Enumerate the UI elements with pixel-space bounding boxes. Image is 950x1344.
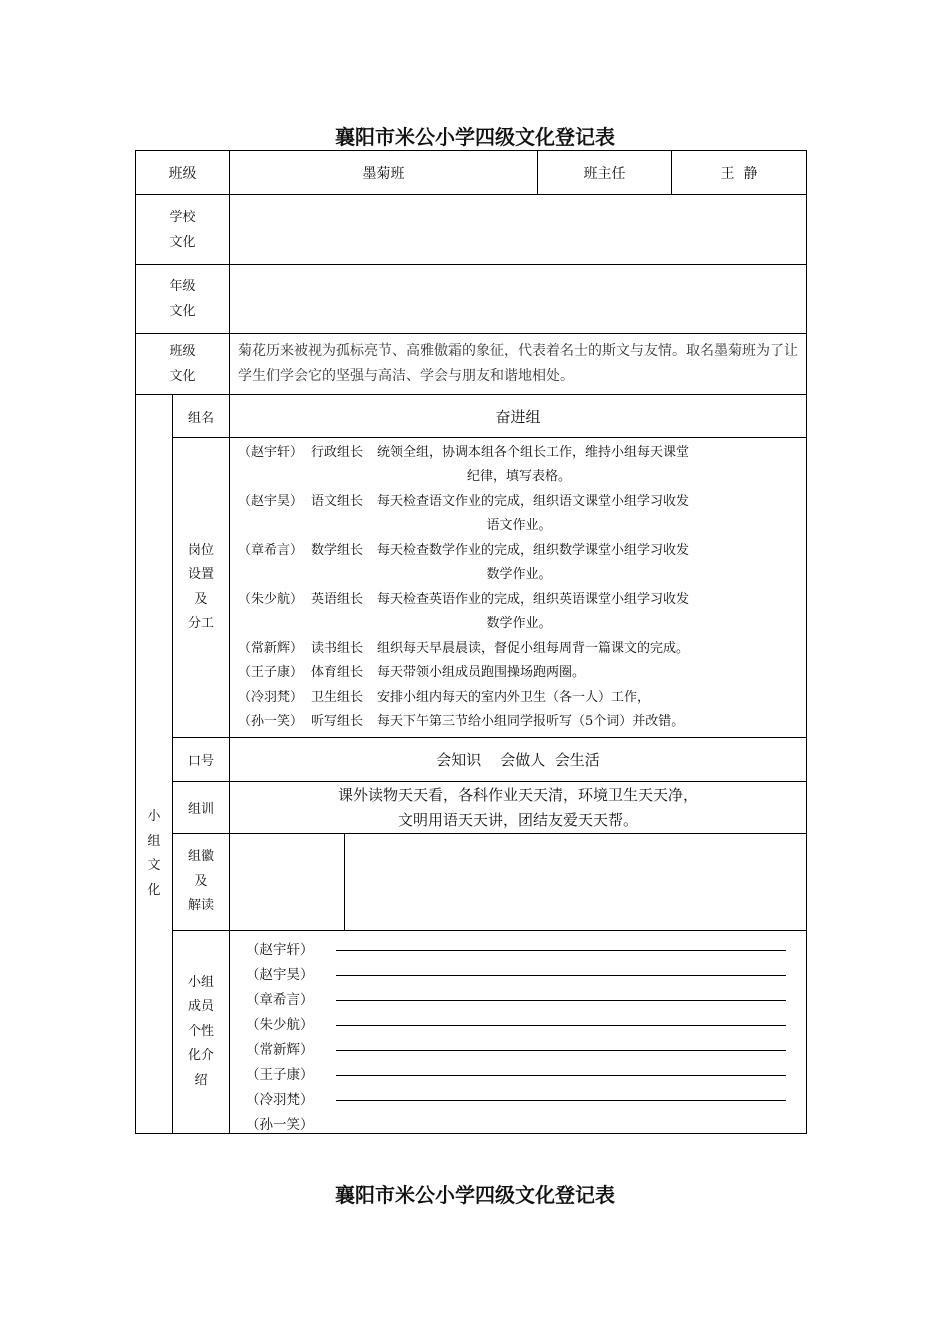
registration-table bbox=[135, 150, 807, 1134]
emblem-drawing-box bbox=[230, 834, 345, 930]
grade-culture-label: 年级 文化 bbox=[136, 265, 230, 334]
members-label: 小组 成员 个性 化介 绍 bbox=[173, 931, 230, 1134]
class-culture-content: 菊花历来被视为孤标亮节、高雅傲霜的象征，代表着名士的斯文与友情。取名墨菊班为了让学生们学会它的坚强与高洁、学会与朋友和谐地相处。 bbox=[230, 334, 807, 395]
class-culture-label: 班级 文化 bbox=[136, 334, 230, 395]
slogan: 会知识 会做人 会生活 bbox=[230, 738, 807, 782]
fill-line bbox=[336, 1088, 786, 1101]
role-entry: （孙一笑） 听写组长 每天下午第三节给小组同学报听写（5个词）并改错。 bbox=[238, 714, 685, 729]
fill-line bbox=[336, 938, 786, 951]
role-entry: （冷羽梵） 卫生组长 安排小组内每天的室内外卫生（各一人）工作， bbox=[238, 689, 651, 705]
member-row: （朱少航） bbox=[246, 1008, 806, 1033]
class-name: 墨菊班 bbox=[230, 151, 538, 195]
motto: 课外读物天天看，各科作业天天清，环境卫生天天净， 文明用语天天讲，团结友爱天天帮。 bbox=[230, 782, 807, 834]
group-name: 奋进组 bbox=[230, 395, 807, 438]
class-label: 班级 bbox=[136, 151, 230, 195]
role-entry: （章希言） 数学组长 每天检查数学作业的完成，组织数学课堂小组学习收发 数学作业。 bbox=[238, 542, 690, 582]
fill-line bbox=[336, 1013, 786, 1026]
emblem-interpretation-box bbox=[345, 834, 806, 930]
motto-label: 组训 bbox=[173, 782, 230, 834]
roles-label: 岗位 设置 及 分工 bbox=[173, 438, 230, 738]
group-culture-label: 小 组 文 化 bbox=[136, 395, 173, 1134]
school-culture-label: 学校 文化 bbox=[136, 195, 230, 265]
member-row: （孙一笑） bbox=[246, 1117, 314, 1133]
roles-content bbox=[230, 438, 807, 738]
grade-culture-content bbox=[230, 265, 807, 334]
role-entry: （常新辉） 读书组长 组织每天早晨晨读，督促小组每周背一篇课文的完成。 bbox=[238, 640, 690, 656]
fill-line bbox=[336, 1063, 786, 1076]
group-name-label: 组名 bbox=[173, 395, 230, 438]
members-list bbox=[230, 931, 807, 1134]
fill-line bbox=[336, 1038, 786, 1051]
emblem-area bbox=[230, 834, 807, 931]
role-entry: （赵宇轩） 行政组长 统领全组，协调本组各个组长工作，维持小组每天课堂 纪律，填写表格。 bbox=[238, 444, 690, 484]
member-row: （章希言） bbox=[246, 983, 806, 1008]
role-entry: （赵宇昊） 语文组长 每天检查语文作业的完成，组织语文课堂小组学习收发 语文作业。 bbox=[238, 493, 690, 533]
teacher-name: 王 静 bbox=[672, 151, 807, 195]
slogan-label: 口号 bbox=[173, 738, 230, 782]
member-row: （赵宇昊） bbox=[246, 958, 806, 983]
fill-line bbox=[336, 988, 786, 1001]
emblem-label: 组徽 及 解读 bbox=[173, 834, 230, 931]
role-entry: （朱少航） 英语组长 每天检查英语作业的完成，组织英语课堂小组学习收发 数学作业。 bbox=[238, 591, 690, 631]
member-row: （赵宇轩） bbox=[246, 933, 806, 958]
member-row: （王子康） bbox=[246, 1058, 806, 1083]
member-row: （冷羽梵） bbox=[246, 1083, 806, 1108]
role-entry: （王子康） 体育组长 每天带领小组成员跑围操场跑两圈。 bbox=[238, 665, 586, 680]
teacher-label: 班主任 bbox=[538, 151, 672, 195]
school-culture-content bbox=[230, 195, 807, 265]
page-title: 襄阳市米公小学四级文化登记表 bbox=[335, 125, 615, 149]
fill-line bbox=[336, 963, 786, 976]
member-row: （常新辉） bbox=[246, 1033, 806, 1058]
footer-title: 襄阳市米公小学四级文化登记表 bbox=[335, 1183, 615, 1207]
